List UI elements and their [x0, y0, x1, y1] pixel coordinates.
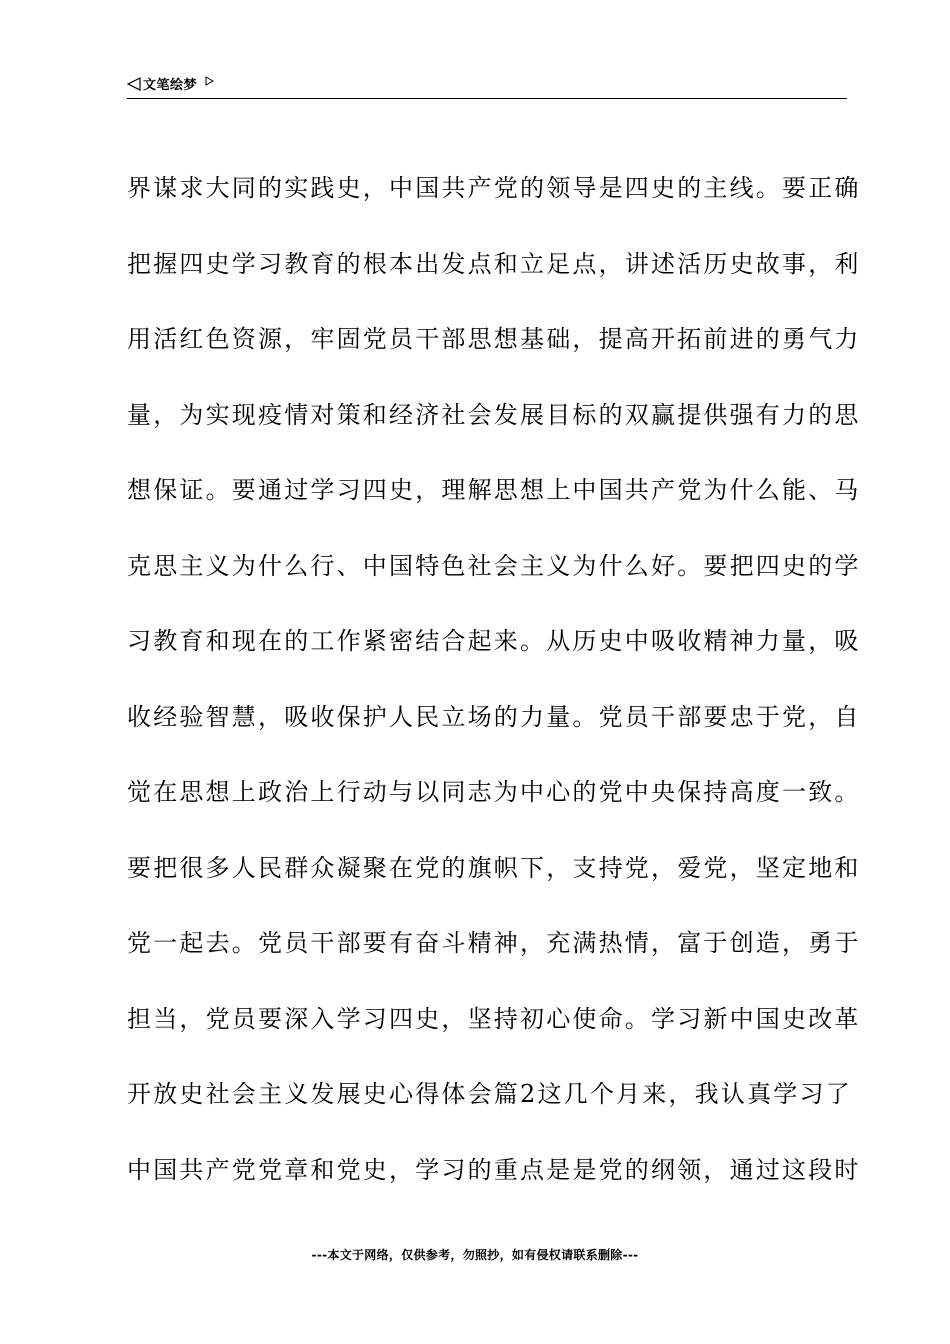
footer-disclaimer: ---本文于网络，仅供参考，勿照抄，如有侵权请联系删除---	[311, 1248, 639, 1262]
text-line: 把握四史学习教育的根本出发点和立足点，讲述活历史故事，利	[127, 249, 861, 278]
text-line: 党一起去。党员干部要有奋斗精神，充满热情，富于创造，勇于	[127, 929, 861, 957]
text-line: 要把很多人民群众凝聚在党的旗帜下，支持党，爱党，坚定地和	[127, 853, 861, 882]
text-line: 收经验智慧，吸收保护人民立场的力量。党员干部要忠于党，自	[127, 702, 861, 731]
brand-name: 文笔绘梦	[143, 78, 198, 93]
text-line: 担当，党员要深入学习四史，坚持初心使命。学习新中国史改革	[127, 1004, 861, 1033]
text-line: 觉在思想上政治上行动与以同志为中心的党中央保持高度一致。	[127, 778, 861, 806]
text-line: 用活红色资源，牢固党员干部思想基础，提高开拓前进的勇气力	[127, 325, 861, 353]
text-line: 中国共产党党章和党史，学习的重点是是党的纲领，通过这段时	[127, 1155, 861, 1184]
text-line: 克思主义为什么行、中国特色社会主义为什么好。要把四史的学	[127, 551, 861, 580]
triangle-right-icon	[205, 76, 214, 86]
text-line: 想保证。要通过学习四史，理解思想上中国共产党为什么能、马	[127, 476, 861, 504]
document-body	[127, 174, 861, 1233]
text-line: 界谋求大同的实践史，中国共产党的领导是四史的主线。要正确	[127, 174, 861, 202]
brand	[127, 74, 214, 93]
text-line: 习教育和现在的工作紧密结合起来。从历史中吸收精神力量，吸	[127, 627, 861, 655]
triangle-left-icon	[127, 77, 141, 91]
text-line: 开放史社会主义发展史心得体会篇2这几个月来，我认真学习了	[127, 1080, 852, 1108]
text-line: 量，为实现疫情对策和经济社会发展目标的双赢提供强有力的思	[127, 400, 861, 429]
page-header	[127, 72, 847, 99]
